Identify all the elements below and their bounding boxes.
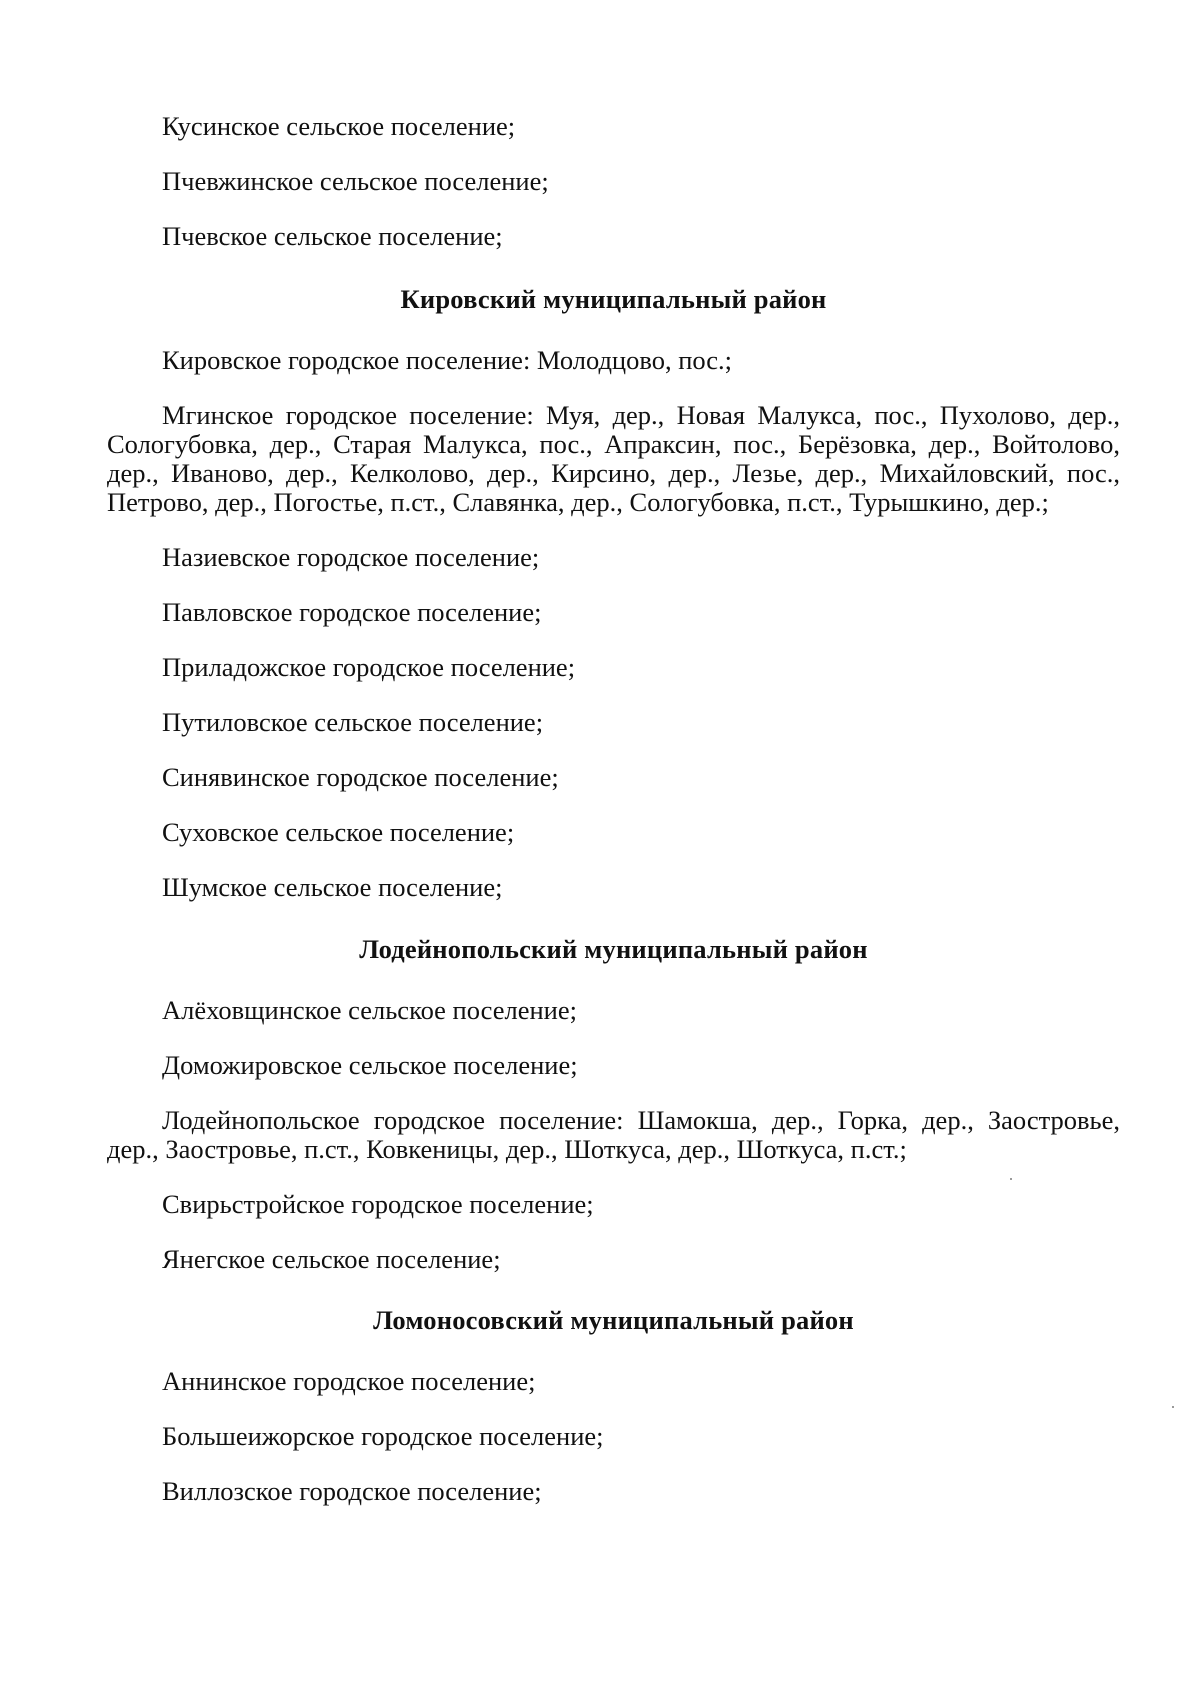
scan-speck [1172, 1406, 1174, 1408]
settlement-item-detailed: Мгинское городское поселение: Муя, дер., Новая Малукса, пос., Пухолово, дер., Сологубовка, дер., Старая Малукса, пос., Апраксин, пос., Берёзовка, дер., Войтолово, дер., Иваново, дер., Келколово, дер., Кирсино, дер., Лезье, дер., Михайловский, пос., Петрово, дер., Погостье, п.ст., Славянка, дер., Сологубовка, п.ст., Турышкино, дер.; [107, 400, 1120, 517]
settlement-item: Путиловское сельское поселение; [162, 707, 544, 737]
settlement-item: Синявинское городское поселение; [162, 762, 559, 792]
settlement-item: Суховское сельское поселение; [162, 817, 515, 847]
settlement-item: Кировское городское поселение: Молодцово, пос.; [162, 345, 733, 375]
settlement-item: Алёховщинское сельское поселение; [162, 995, 577, 1025]
settlement-item: Кусинское сельское поселение; [162, 111, 516, 141]
district-heading-kirovsky: Кировский муниципальный район [400, 284, 827, 314]
settlement-item-detailed: Лодейнопольское городское поселение: Шамокша, дер., Горка, дер., Заостровье, дер., Заостровье, п.ст., Ковкеницы, дер., Шоткуса, дер., Шоткуса, п.ст.; [107, 1105, 1120, 1164]
settlement-item: Виллозское городское поселение; [162, 1476, 542, 1506]
settlement-item: Свирьстройское городское поселение; [162, 1189, 594, 1219]
district-heading-lomonosovsky: Ломоносовский муниципальный район [373, 1305, 854, 1335]
district-heading-lodeynopolsky: Лодейнопольский муниципальный район [359, 934, 868, 964]
settlement-item: Пчевжинское сельское поселение; [162, 166, 549, 196]
settlement-item: Доможировское сельское поселение; [162, 1050, 578, 1080]
settlement-item: Павловское городское поселение; [162, 597, 542, 627]
settlement-item: Большеижорское городское поселение; [162, 1421, 604, 1451]
settlement-item: Пчевское сельское поселение; [162, 221, 503, 251]
settlement-item: Приладожское городское поселение; [162, 652, 576, 682]
settlement-item: Аннинское городское поселение; [162, 1366, 536, 1396]
settlement-item: Янегское сельское поселение; [162, 1244, 501, 1274]
settlement-item: Шумское сельское поселение; [162, 872, 503, 902]
scan-speck [1010, 1178, 1012, 1180]
settlement-item: Назиевское городское поселение; [162, 542, 540, 572]
